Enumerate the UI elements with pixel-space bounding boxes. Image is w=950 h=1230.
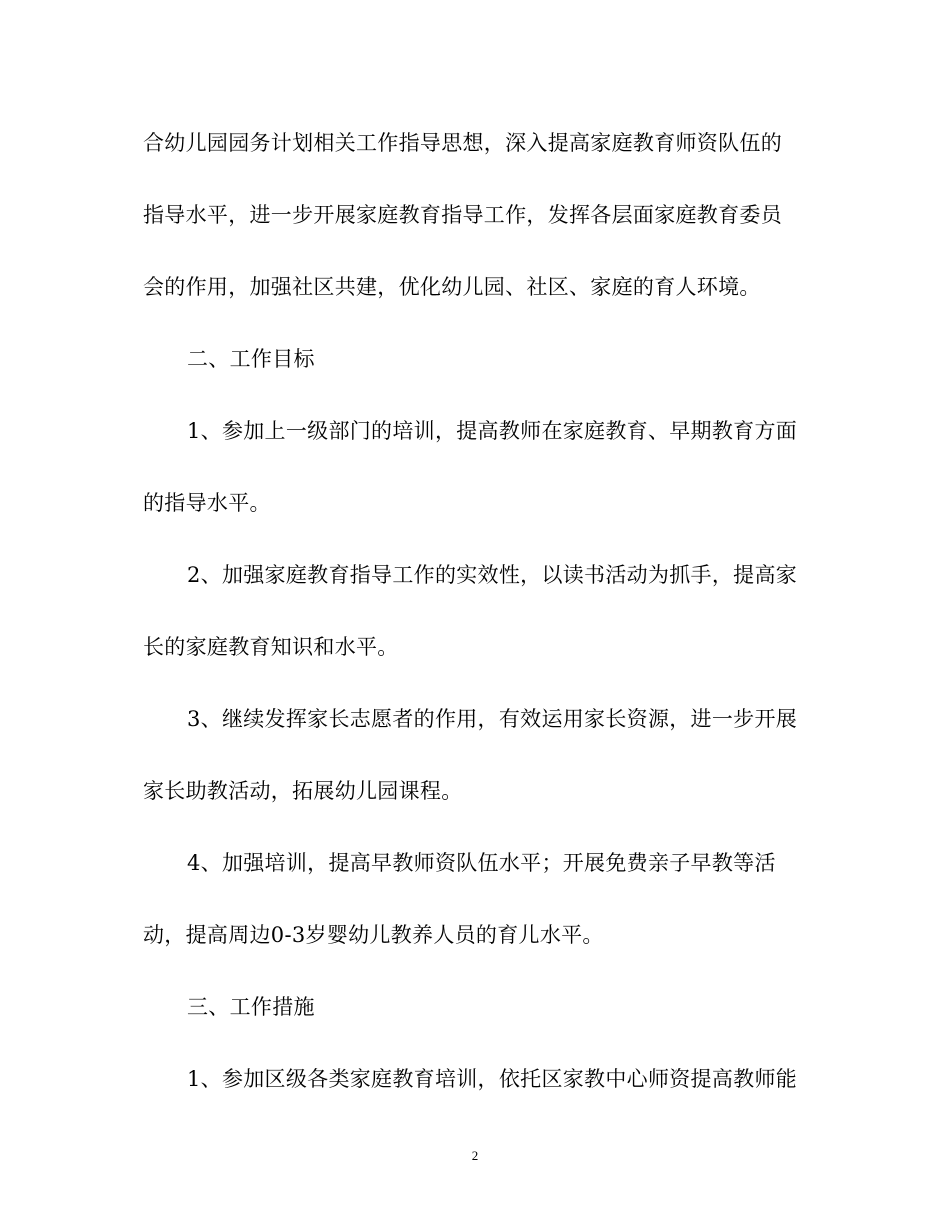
goal-1-line-1: 1、参加上一级部门的培训，提高教师在家庭教育、早期教育方面 <box>187 419 798 443</box>
paragraph-line-3: 会的作用，加强社区共建，优化幼儿园、社区、家庭的育人环境。 <box>143 275 761 299</box>
section-heading-goals: 二、工作目标 <box>187 347 315 371</box>
goal-1-line-2: 的指导水平。 <box>143 491 271 515</box>
goal-3-line-2: 家长助教活动，拓展幼儿园课程。 <box>143 779 463 803</box>
goal-2-line-1: 2、加强家庭教育指导工作的实效性，以读书活动为抓手，提高家 <box>187 563 798 587</box>
goal-2-line-2: 长的家庭教育知识和水平。 <box>143 635 399 659</box>
measure-1-line-1: 1、参加区级各类家庭教育培训，依托区家教中心师资提高教师能 <box>187 1067 798 1091</box>
paragraph-line-1: 合幼儿园园务计划相关工作指导思想，深入提高家庭教育师资队伍的 <box>143 131 782 155</box>
paragraph-line-2: 指导水平，进一步开展家庭教育指导工作，发挥各层面家庭教育委员 <box>143 203 782 227</box>
section-heading-measures: 三、工作措施 <box>187 995 315 1019</box>
page-number: 2 <box>471 1148 479 1163</box>
goal-4-line-1: 4、加强培训，提高早教师资队伍水平；开展免费亲子早教等活 <box>187 851 776 875</box>
goal-4-line-2: 动，提高周边0-3岁婴幼儿教养人员的育儿水平。 <box>143 923 604 947</box>
goal-3-line-1: 3、继续发挥家长志愿者的作用，有效运用家长资源，进一步开展 <box>187 707 798 731</box>
